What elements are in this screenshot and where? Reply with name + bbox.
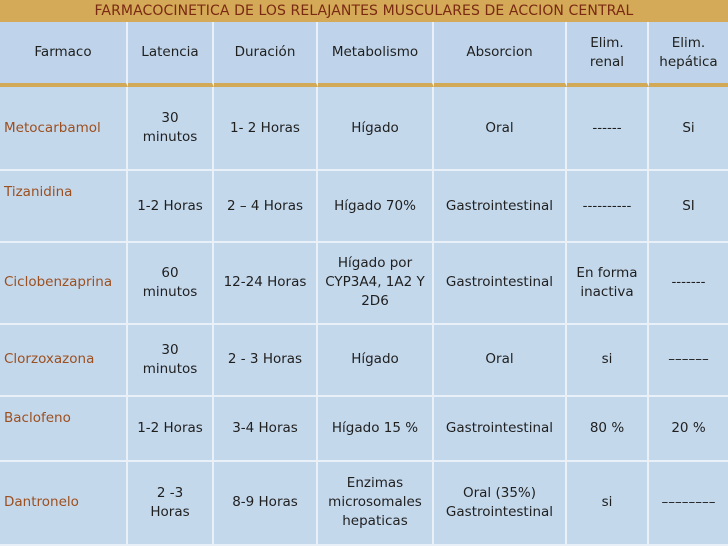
drug-name: Metocarbamol (0, 87, 128, 171)
cell-text-line: ------- (671, 274, 706, 291)
cell-text-line: 20 % (671, 419, 706, 436)
header-latencia (128, 22, 214, 87)
cell-text-line: 2 -3 (156, 484, 184, 501)
cell-text-line: Hígado 15 % (331, 419, 419, 436)
cell-duracion (214, 462, 318, 546)
cell-text-line: 60 (161, 264, 179, 281)
cell-elim-renal (567, 462, 649, 546)
cell-absorcion (434, 87, 567, 171)
cell-latencia (128, 325, 214, 397)
cell-duracion (214, 397, 318, 462)
header-absorcion (434, 22, 567, 87)
cell-text-line: Hígado (351, 119, 399, 136)
cell-text-line: Elim. (671, 34, 706, 51)
cell-absorcion (434, 397, 567, 462)
cell-text-line: Gastrointestinal (445, 274, 554, 291)
cell-text-line: –––––– (668, 351, 709, 368)
cell-elim-hepatica (649, 325, 728, 397)
cell-elim-hepatica (649, 243, 728, 325)
cell-text-line: En forma (576, 264, 638, 281)
cell-text-line: renal (589, 53, 625, 70)
header-farmaco (0, 22, 128, 87)
cell-text-line: microsomales (328, 494, 422, 511)
cell-text-line: 30 (161, 110, 179, 127)
cell-text-line: Duración (234, 44, 296, 61)
cell-text-line: 2 - 3 Horas (227, 351, 303, 368)
cell-text-line: 1- 2 Horas (230, 119, 300, 136)
table-row (0, 243, 728, 325)
cell-text-line: Gastrointestinal (445, 197, 554, 214)
cell-elim-renal (567, 87, 649, 171)
cell-elim-hepatica (649, 462, 728, 546)
cell-latencia (128, 171, 214, 243)
cell-text-line: 12-24 Horas (223, 274, 307, 291)
cell-text-line: hepática (659, 53, 718, 70)
header-elim-hepatica (649, 22, 728, 87)
table-row (0, 325, 728, 397)
slide-title: FARMACOCINETICA DE LOS RELAJANTES MUSCULARES DE ACCION CENTRAL (0, 0, 728, 22)
cell-duracion (214, 325, 318, 397)
header-metabolismo (318, 22, 434, 87)
drug-name: Clorzoxazona (0, 325, 128, 397)
table-row (0, 171, 728, 243)
cell-absorcion (434, 171, 567, 243)
cell-latencia (128, 397, 214, 462)
cell-text-line: 80 % (589, 419, 625, 436)
cell-absorcion (434, 462, 567, 546)
cell-metabolismo (318, 87, 434, 171)
cell-text-line: SI (682, 197, 695, 214)
cell-text-line: 8-9 Horas (232, 494, 298, 511)
cell-text-line: 2 – 4 Horas (226, 197, 304, 214)
cell-absorcion (434, 243, 567, 325)
cell-text-line: 2D6 (361, 293, 389, 310)
cell-text-line: Horas (150, 503, 190, 520)
cell-duracion (214, 243, 318, 325)
cell-text-line: ---------- (582, 197, 632, 214)
cell-metabolismo (318, 462, 434, 546)
cell-elim-renal (567, 243, 649, 325)
cell-text-line: Hígado 70% (334, 197, 416, 214)
cell-latencia (128, 87, 214, 171)
cell-text-line: Oral (485, 119, 514, 136)
cell-text-line: Hígado (351, 351, 399, 368)
cell-text-line: 3-4 Horas (232, 419, 298, 436)
header-duracion (214, 22, 318, 87)
cell-text-line: Metabolismo (331, 44, 419, 61)
cell-latencia (128, 462, 214, 546)
cell-elim-hepatica (649, 397, 728, 462)
cell-metabolismo (318, 243, 434, 325)
cell-text-line: 1-2 Horas (137, 197, 203, 214)
cell-metabolismo (318, 397, 434, 462)
cell-elim-hepatica (649, 87, 728, 171)
cell-text-line: Elim. (590, 34, 624, 51)
cell-text-line: Absorcion (466, 44, 533, 61)
cell-text-line: 30 (161, 341, 179, 358)
table-header-row (0, 22, 728, 87)
cell-duracion (214, 171, 318, 243)
header-elim-renal (567, 22, 649, 87)
cell-text-line: CYP3A4, 1A2 Y (325, 274, 425, 291)
cell-text-line: hepaticas (342, 513, 408, 530)
cell-text-line: minutos (142, 129, 198, 146)
cell-text-line: inactiva (580, 283, 634, 300)
table-row (0, 87, 728, 171)
drug-name: Baclofeno (0, 397, 128, 462)
cell-text-line: Latencia (141, 44, 199, 61)
cell-elim-renal (567, 397, 649, 462)
cell-text-line: 1-2 Horas (137, 419, 203, 436)
cell-elim-renal (567, 171, 649, 243)
pharmacokinetics-table (0, 22, 728, 546)
cell-text-line: Oral (35%) (462, 484, 537, 501)
cell-text-line: si (601, 351, 613, 368)
cell-text-line: Oral (485, 351, 514, 368)
cell-text-line: si (601, 494, 613, 511)
cell-text-line: minutos (142, 283, 198, 300)
drug-name: Ciclobenzaprina (0, 243, 128, 325)
cell-text-line: –––––––– (661, 494, 716, 511)
cell-text-line: Gastrointestinal (445, 503, 554, 520)
cell-text-line: Enzimas (346, 475, 404, 492)
drug-name: Dantronelo (0, 462, 128, 546)
cell-duracion (214, 87, 318, 171)
table-row (0, 462, 728, 546)
table-row (0, 397, 728, 462)
cell-text-line: Si (682, 119, 695, 136)
cell-text-line: Gastrointestinal (445, 419, 554, 436)
cell-absorcion (434, 325, 567, 397)
drug-name: Tizanidina (0, 171, 128, 243)
cell-elim-renal (567, 325, 649, 397)
cell-text-line: minutos (142, 360, 198, 377)
cell-metabolismo (318, 325, 434, 397)
cell-text-line: ------ (592, 119, 622, 136)
cell-text-line: Farmaco (34, 44, 92, 61)
cell-metabolismo (318, 171, 434, 243)
cell-text-line: Hígado por (337, 255, 413, 272)
cell-elim-hepatica (649, 171, 728, 243)
cell-latencia (128, 243, 214, 325)
